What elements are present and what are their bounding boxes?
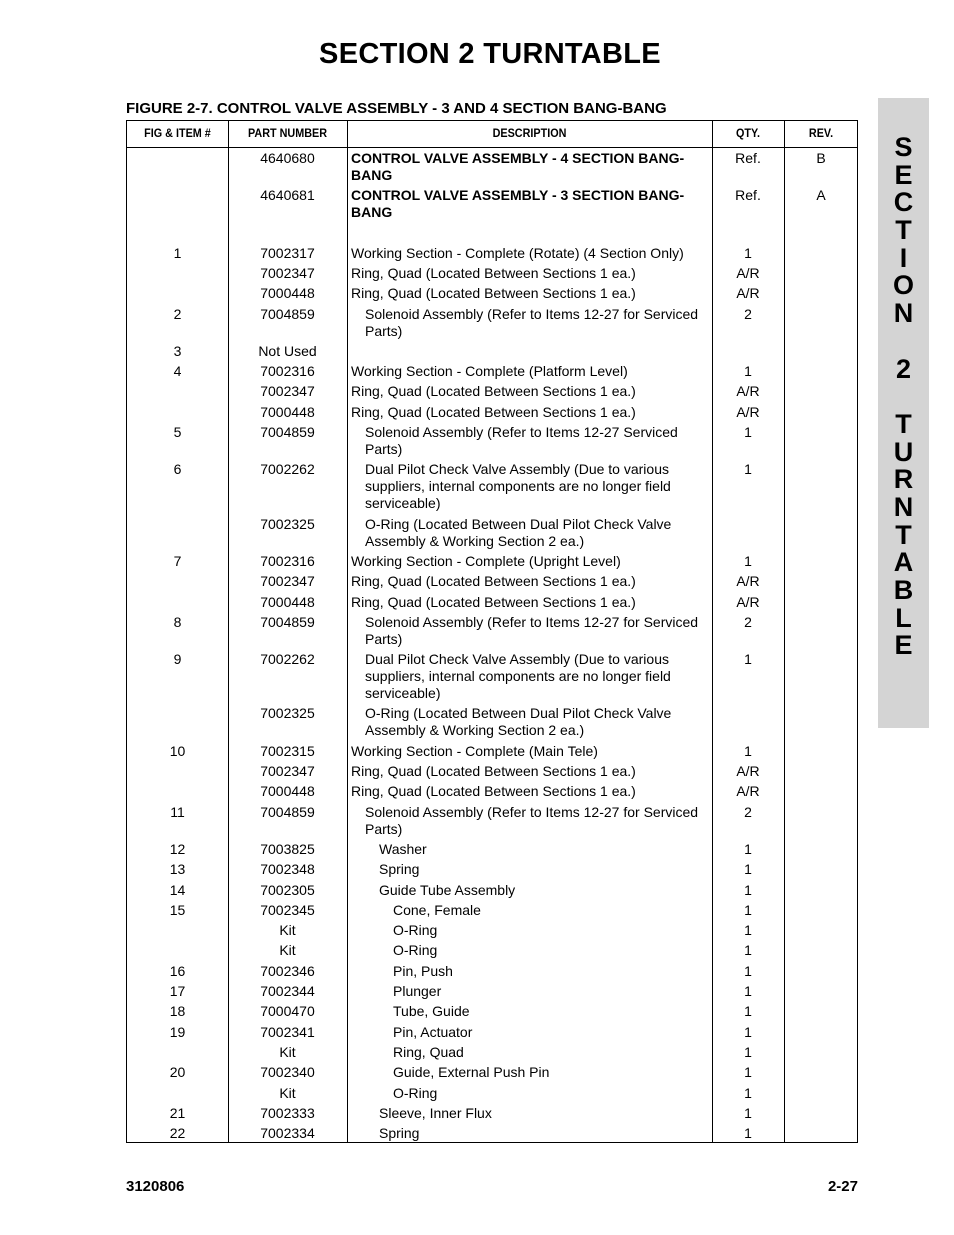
parts-table <box>126 120 858 1143</box>
part-number-cell: 7002317 <box>260 244 315 261</box>
description-cell: O-Ring <box>393 922 438 939</box>
qty-cell: A/R <box>736 264 760 281</box>
description-cell: O-Ring (Located Between Dual Pilot Check Valve Assembly & Working Section 2 ea.) <box>365 705 672 739</box>
qty-cell: 1 <box>744 922 752 939</box>
part-number-cell: 7000448 <box>260 783 315 800</box>
qty-cell: 1 <box>744 244 752 261</box>
part-number-cell: 7002325 <box>260 705 315 722</box>
qty-cell: A/R <box>736 783 760 800</box>
part-number-cell: Kit <box>279 1043 296 1060</box>
side-tab-letter: 2 <box>895 353 912 384</box>
qty-cell: 1 <box>744 1043 752 1060</box>
description-cell: Spring <box>379 861 420 878</box>
qty-cell: A/R <box>736 383 760 400</box>
description-cell: CONTROL VALVE ASSEMBLY - 3 SECTION BANG-BANG <box>351 187 685 221</box>
part-number-cell: 7002347 <box>260 264 315 281</box>
side-tab-letter: U <box>893 436 914 467</box>
description-cell: Solenoid Assembly (Refer to Items 12-27 for Serviced Parts) <box>365 803 699 837</box>
part-number-cell: 7002333 <box>260 1104 315 1121</box>
description-cell: Ring, Quad <box>393 1043 464 1060</box>
description-cell: Plunger <box>393 983 442 999</box>
qty-cell: 1 <box>744 424 752 440</box>
description-cell: Guide, External Push Pin <box>393 1064 550 1081</box>
side-tab-letter: T <box>895 215 912 246</box>
header-part-number: PART NUMBER <box>247 126 328 140</box>
part-number-cell: 7004859 <box>260 803 315 820</box>
qty-cell: 1 <box>744 840 752 857</box>
part-number-cell: 7002347 <box>260 763 315 779</box>
page-number: 2-27 <box>827 1178 858 1195</box>
side-tab-letter: R <box>893 464 914 495</box>
description-cell: Solenoid Assembly (Refer to Items 12-27 for Serviced Parts) <box>365 305 699 339</box>
part-number-cell: 7002315 <box>260 742 315 759</box>
description-cell: Working Section - Complete (Platform Level) <box>351 363 628 380</box>
page-title: SECTION 2 TURNTABLE <box>319 38 661 70</box>
side-tab-letter: C <box>893 187 914 218</box>
part-number-cell: 7000470 <box>260 1003 315 1020</box>
side-tab-letter <box>878 383 929 411</box>
description-cell: Working Section - Complete (Main Tele) <box>351 742 598 759</box>
part-number-cell: 4640681 <box>260 187 315 204</box>
part-number-cell: 7002325 <box>260 515 315 532</box>
fig-item-cell: 4 <box>173 363 182 380</box>
qty-cell: 1 <box>744 651 752 668</box>
qty-cell: 1 <box>744 1003 752 1020</box>
description-cell: Ring, Quad (Located Between Sections 1 ea.) <box>351 403 636 420</box>
section-side-tab <box>878 98 929 728</box>
qty-cell: 1 <box>744 1023 752 1040</box>
part-number-cell: 7003825 <box>260 840 315 857</box>
description-cell: Ring, Quad (Located Between Sections 1 ea.) <box>351 573 636 590</box>
fig-item-cell: 8 <box>173 613 182 630</box>
qty-cell: 1 <box>744 1084 752 1101</box>
part-number-cell: 7000448 <box>260 285 315 302</box>
part-number-cell: 7002346 <box>260 962 315 979</box>
part-number-cell: 7004859 <box>260 613 315 630</box>
fig-item-cell: 2 <box>173 305 182 322</box>
fig-item-cell: 10 <box>169 742 186 759</box>
qty-cell: 1 <box>744 983 752 999</box>
part-number-cell: 7002347 <box>260 573 315 590</box>
qty-cell: 1 <box>744 1064 752 1081</box>
qty-cell: A/R <box>736 763 760 779</box>
description-cell: Guide Tube Assembly <box>379 881 516 898</box>
part-number-cell: 7002334 <box>260 1125 315 1142</box>
side-tab-letter: A <box>893 547 914 578</box>
description-cell: Solenoid Assembly (Refer to Items 12-27 Serviced Parts) <box>365 424 678 457</box>
part-number-cell: 7002316 <box>260 363 315 380</box>
qty-cell: Ref. <box>735 187 761 204</box>
column-divider <box>784 121 785 1142</box>
fig-item-cell: 17 <box>169 983 186 999</box>
part-number-cell: 7002344 <box>260 983 315 999</box>
description-cell: Washer <box>379 840 427 857</box>
column-divider <box>347 121 348 1142</box>
fig-item-cell: 22 <box>169 1125 186 1142</box>
fig-item-cell: 11 <box>170 803 185 820</box>
description-cell: Dual Pilot Check Valve Assembly (Due to various suppliers, internal components are no longer field serviceable) <box>365 651 671 702</box>
qty-cell: A/R <box>736 593 760 610</box>
side-tab-letter: T <box>895 519 912 550</box>
description-cell: Ring, Quad (Located Between Sections 1 ea.) <box>351 783 636 800</box>
part-number-cell: 4640680 <box>260 150 315 166</box>
description-cell: O-Ring <box>393 942 438 959</box>
rev-cell: B <box>816 150 826 166</box>
description-cell: Working Section - Complete (Rotate) (4 Section Only) <box>351 244 684 261</box>
part-number-cell: 7002345 <box>260 901 315 918</box>
qty-cell: 1 <box>744 552 752 569</box>
description-cell: Sleeve, Inner Flux <box>379 1104 492 1121</box>
part-number-cell: 7004859 <box>260 305 315 322</box>
fig-item-cell: 13 <box>169 861 186 878</box>
part-number-cell: Not Used <box>258 342 317 359</box>
fig-item-cell: 7 <box>173 552 182 569</box>
side-tab-letter: S <box>894 132 913 162</box>
part-number-cell: Kit <box>279 922 296 939</box>
side-tab-letter: O <box>892 270 914 301</box>
qty-cell: 1 <box>744 742 752 759</box>
qty-cell: 1 <box>744 1104 752 1121</box>
description-cell: Pin, Push <box>393 962 453 979</box>
qty-cell: 1 <box>744 942 752 959</box>
part-number-cell: 7004859 <box>260 424 315 440</box>
part-number-cell: 7002341 <box>260 1023 315 1040</box>
qty-cell: 2 <box>744 803 752 820</box>
side-tab-letter: L <box>895 602 912 633</box>
part-number-cell: 7002347 <box>260 383 315 400</box>
fig-item-cell: 15 <box>169 901 186 918</box>
description-cell: Tube, Guide <box>393 1003 470 1020</box>
qty-cell: 1 <box>744 461 752 478</box>
header-qty: QTY. <box>735 126 760 140</box>
fig-item-cell: 14 <box>169 881 186 898</box>
description-cell: Ring, Quad (Located Between Sections 1 ea.) <box>351 593 636 610</box>
rev-cell: A <box>816 187 826 204</box>
fig-item-cell: 16 <box>169 962 186 979</box>
side-tab-letters <box>878 134 929 660</box>
part-number-cell: 7002340 <box>260 1064 315 1081</box>
part-number-cell: 7002262 <box>260 651 315 668</box>
description-cell: Spring <box>379 1125 420 1142</box>
header-fig-item: FIG & ITEM # <box>144 126 211 140</box>
description-cell: Dual Pilot Check Valve Assembly (Due to various suppliers, internal components are no longer field serviceable) <box>365 461 671 512</box>
fig-item-cell: 3 <box>173 342 182 359</box>
side-tab-letter: I <box>899 242 908 273</box>
fig-item-cell: 6 <box>173 461 182 478</box>
qty-cell: A/R <box>736 403 760 420</box>
fig-item-cell: 12 <box>169 840 186 857</box>
part-number-cell: Kit <box>279 1084 296 1101</box>
description-cell: O-Ring (Located Between Dual Pilot Check Valve Assembly & Working Section 2 ea.) <box>365 515 672 549</box>
header-description: DESCRIPTION <box>492 126 567 140</box>
description-cell: Cone, Female <box>393 901 481 918</box>
fig-item-cell: 20 <box>169 1064 186 1081</box>
side-tab-letter <box>878 328 929 356</box>
side-tab-letter: T <box>895 408 912 439</box>
part-number-cell: 7002348 <box>260 861 315 878</box>
figure-title: FIGURE 2-7. CONTROL VALVE ASSEMBLY - 3 AND 4 SECTION BANG-BANG <box>126 100 667 117</box>
side-tab-letter: E <box>894 159 913 190</box>
fig-item-cell: 1 <box>173 244 182 261</box>
qty-cell: 2 <box>744 305 752 322</box>
qty-cell: A/R <box>736 285 760 302</box>
part-number-cell: 7002316 <box>260 552 315 569</box>
qty-cell: A/R <box>736 573 760 590</box>
qty-cell: 1 <box>744 962 752 979</box>
side-tab-letter: E <box>894 630 913 661</box>
table-header-row <box>127 121 857 148</box>
fig-item-cell: 9 <box>173 651 182 668</box>
side-tab-letter: N <box>893 491 914 522</box>
fig-item-cell: 19 <box>169 1023 186 1040</box>
description-cell: Ring, Quad (Located Between Sections 1 ea.) <box>351 763 636 779</box>
doc-number: 3120806 <box>126 1178 185 1195</box>
part-number-cell: 7000448 <box>260 593 315 610</box>
description-cell: Solenoid Assembly (Refer to Items 12-27 for Serviced Parts) <box>365 613 699 647</box>
description-cell: CONTROL VALVE ASSEMBLY - 4 SECTION BANG-BANG <box>351 150 685 183</box>
description-cell: Ring, Quad (Located Between Sections 1 ea.) <box>351 383 636 400</box>
part-number-cell: Kit <box>279 942 296 959</box>
part-number-cell: 7000448 <box>260 403 315 420</box>
side-tab-letter: B <box>893 575 914 605</box>
fig-item-cell: 21 <box>169 1104 186 1121</box>
qty-cell: 1 <box>744 861 752 878</box>
part-number-cell: 7002305 <box>260 881 315 898</box>
fig-item-cell: 18 <box>169 1003 186 1020</box>
qty-cell: 1 <box>744 881 752 898</box>
qty-cell: 1 <box>744 1125 752 1142</box>
qty-cell: Ref. <box>735 150 761 166</box>
description-cell: Ring, Quad (Located Between Sections 1 ea.) <box>351 264 636 281</box>
fig-item-cell: 5 <box>173 424 182 440</box>
side-tab-letter: N <box>893 298 914 329</box>
part-number-cell: 7002262 <box>260 461 315 478</box>
description-cell: Working Section - Complete (Upright Level) <box>351 552 621 569</box>
header-rev: REV. <box>808 126 834 140</box>
description-cell: O-Ring <box>393 1084 438 1101</box>
description-cell: Pin, Actuator <box>393 1023 473 1040</box>
qty-cell: 1 <box>744 363 752 380</box>
description-cell: Ring, Quad (Located Between Sections 1 ea.) <box>351 285 636 302</box>
qty-cell: 1 <box>744 901 752 918</box>
qty-cell: 2 <box>744 613 752 630</box>
